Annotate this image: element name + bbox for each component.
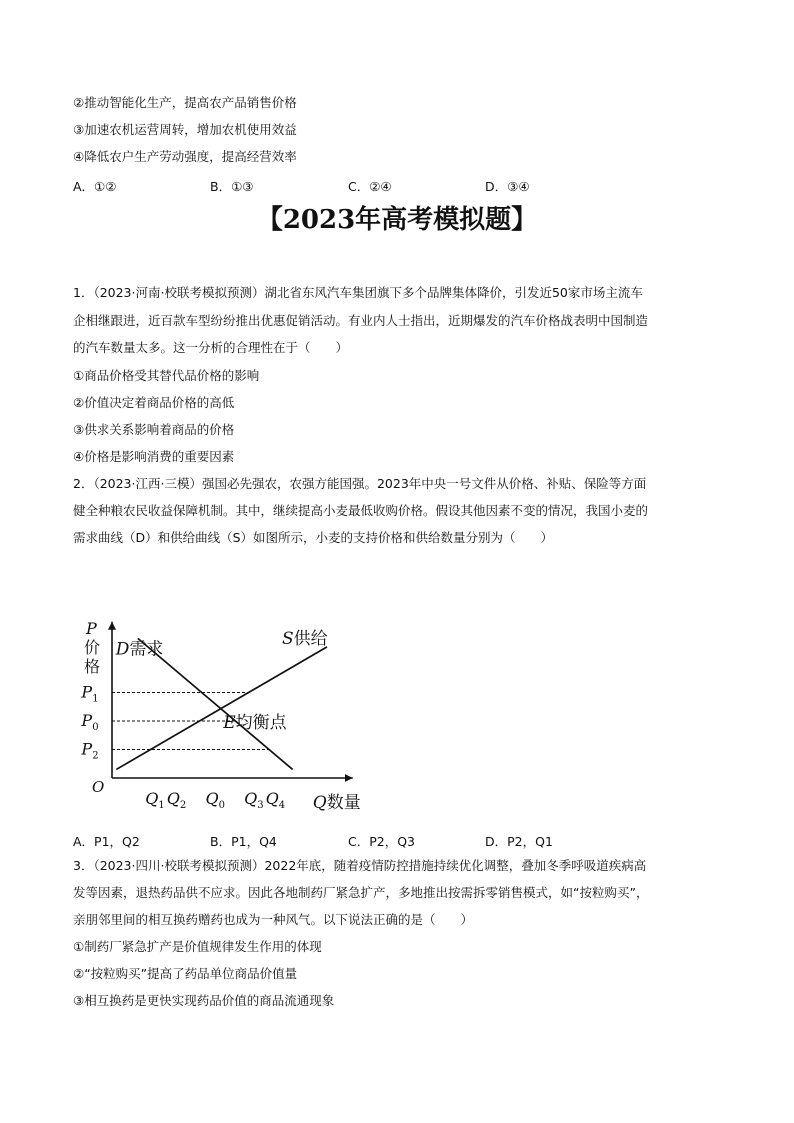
q1-stem-line-1: 1．（2023·河南·校联考模拟预测）湖北省东风汽车集团旗下多个品牌集体降价，引发近50家市场主流车 xyxy=(73,285,643,300)
price-tick-label: $P_1$ xyxy=(81,682,99,705)
q2-option-d: D．P2，Q1 xyxy=(485,834,553,849)
q1-stem-line-3: 的汽车数量太多。这一分析的合理性在于（ ） xyxy=(73,340,349,355)
q3-stem-line-1: 3．（2023·四川·校联考模拟预测）2022年底，随着疫情防控措施持续优化调整，叠加冬季呼吸道疾病高 xyxy=(73,858,647,873)
prev-option-a: A．①② xyxy=(73,179,117,194)
quantity-tick-label: $Q_1$ xyxy=(145,789,165,811)
q2-option-b: B．P1，Q4 xyxy=(210,834,277,849)
quantity-tick-label: $Q_0$ xyxy=(205,789,225,811)
q1-item-3: ③供求关系影响着商品的价格 xyxy=(73,422,235,437)
x-axis-label: Q数量 xyxy=(312,793,361,813)
prev-item-2: ②推动智能化生产，提高农产品销售价格 xyxy=(73,95,297,110)
supply-label: S供给 xyxy=(282,628,328,649)
q1-stem-line-2: 企相继跟进，近百款车型纷纷推出优惠促销活动。有业内人士指出，近期爆发的汽车价格战表明中国制造 xyxy=(73,313,649,328)
q2-option-a: A．P1，Q2 xyxy=(73,834,140,849)
q1-item-2: ②价值决定着商品价格的高低 xyxy=(73,395,235,410)
section-title: 【2023年高考模拟题】 xyxy=(256,205,538,235)
equilibrium-label: E均衡点 xyxy=(223,713,287,733)
demand-label: D需求 xyxy=(115,639,164,660)
origin-label: O xyxy=(92,778,105,796)
quantity-tick-label: $Q_4$ xyxy=(265,789,286,811)
prev-option-c: C．②④ xyxy=(348,179,392,194)
q2-option-c: C．P2，Q3 xyxy=(348,834,416,849)
q3-stem-line-2: 发等因素，退热药品供不应求。因此各地制药厂紧急扩产，多地推出按需拆零销售模式，如“按粒购买”， xyxy=(73,885,649,900)
q2-stem-line-3: 需求曲线（D）和供给曲线（S）如图所示，小麦的支持价格和供给数量分别为（ ） xyxy=(73,530,554,545)
y-axis-label: P 价格 xyxy=(84,618,101,676)
q2-stem-line-1: 2．（2023·江西·三模）强国必先强农，农强方能国强。2023年中央一号文件从价格、补贴、保险等方面 xyxy=(73,476,647,491)
prev-item-3: ③加速农机运营周转，增加农机使用效益 xyxy=(73,122,297,137)
prev-option-b: B．①③ xyxy=(210,179,254,194)
quantity-tick-label: $Q_3$ xyxy=(244,789,264,811)
supply-curve xyxy=(116,647,327,770)
q3-item-3: ③相互换药是更快实现药品价值的商品流通现象 xyxy=(73,993,335,1008)
q1-item-4: ④价格是影响消费的重要因素 xyxy=(73,449,235,464)
price-tick-label: $P_2$ xyxy=(81,739,99,762)
prev-item-4: ④降低农户生产劳动强度，提高经营效率 xyxy=(73,149,297,164)
price-tick-label: $P_0$ xyxy=(81,711,99,733)
q1-item-1: ①商品价格受其替代品价格的影响 xyxy=(73,368,260,383)
supply-demand-chart xyxy=(70,556,380,818)
q3-item-2: ②“按粒购买”提高了药品单位商品价值量 xyxy=(73,966,298,981)
q3-stem-line-3: 亲朋邻里间的相互换药赠药也成为一种风气。以下说法正确的是（ ） xyxy=(73,912,474,927)
prev-option-d: D．③④ xyxy=(485,179,530,194)
quantity-tick-label: $Q_2$ xyxy=(166,789,187,811)
q3-item-1: ①制药厂紧急扩产是价值规律发生作用的体现 xyxy=(73,939,322,954)
q2-stem-line-2: 健全种粮农民收益保障机制。其中，继续提高小麦最低收购价格。假设其他因素不变的情况，我国小麦的 xyxy=(73,503,649,518)
